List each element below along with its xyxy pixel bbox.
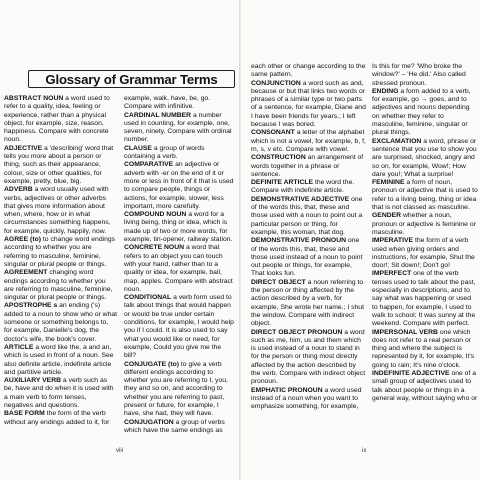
glossary-entry (4, 236, 117, 269)
glossary-entry (251, 237, 366, 278)
glossary-definition: a group of words containing a verb. (124, 144, 205, 161)
glossary-entry (4, 269, 117, 302)
glossary-term: ARTICLE (4, 343, 34, 351)
glossary-term: ABSTRACT NOUN (4, 95, 64, 102)
glossary-definition: a verb such as be, have and do when it is used with a main verb to form tenses, negatives and questions. (4, 377, 114, 409)
glossary-definition: one of a small group of adjectives used to talk about people or things in a general way, without saying who or (372, 369, 478, 402)
glossary-entry (251, 129, 366, 154)
glossary-term: CONSTRUCTION (251, 154, 306, 162)
glossary-column-4 (372, 63, 478, 403)
glossary-entry (124, 361, 235, 419)
glossary-entry (372, 329, 478, 370)
right-page (241, 0, 480, 480)
glossary-term: CONCRETE NOUN (124, 244, 185, 252)
glossary-definition: a group of verbs which have the same endings as (124, 418, 225, 434)
glossary-term: DIRECT OBJECT (251, 278, 306, 286)
glossary-term: CONSONANT (251, 129, 295, 137)
glossary-entry (372, 237, 478, 270)
glossary-term: DEMONSTRATIVE PRONOUN (251, 237, 347, 245)
glossary-definition: changing word endings according to whether you are referring to masculine, feminine, singular or plural people or things. (4, 269, 113, 302)
glossary-definition: a word used instead of a noun when you want to emphasize something, for example, (251, 386, 362, 411)
glossary-term: INDEFINITE ADJECTIVE (372, 369, 450, 377)
glossary-definition: a word, phrase or sentence that you use to show you are surprised, shocked, angry and so on, for example, Wow!; How dare you!; What a surprise! (372, 137, 477, 178)
glossary-entry (251, 279, 366, 329)
glossary-definition: Is this for me? 'Who broke the window?' – 'He did.' Also called stressed pronoun. (372, 63, 466, 87)
glossary-entry (4, 410, 117, 427)
glossary-definition: one of the words this, that, these and those used instead of a noun to point out people or things, for example, That looks fun. (251, 237, 363, 278)
glossary-term: EXCLAMATION (372, 137, 422, 145)
glossary-definition: whether a noun, pronoun or adjective is feminine or masculine. (372, 212, 476, 236)
glossary-entry (124, 95, 235, 112)
glossary-definition: a 'describing' word that tells you more about a person or thing, such as their appearance, colour, size or other qualities, for example, pretty, blue, big. (4, 144, 114, 185)
glossary-entry (372, 270, 478, 328)
glossary-definition: each other or change according to the same pattern. (251, 63, 366, 79)
folio-left: viii (116, 448, 123, 454)
glossary-definition: a word for a living being, thing or idea, which is made up of two or more words, for example, tin-opener, railway station. (124, 211, 233, 244)
glossary-entry (372, 179, 478, 212)
glossary-term: DEFINITE ARTICLE (251, 179, 314, 187)
glossary-entry (251, 154, 366, 179)
glossary-column-3 (251, 63, 366, 411)
glossary-term: IMPERSONAL VERB (372, 328, 438, 336)
glossary-term: APOSTROPHE s (4, 302, 58, 310)
glossary-term: ENDING (372, 87, 399, 95)
glossary-term: AUXILIARY VERB (4, 377, 62, 385)
glossary-entry (124, 161, 235, 211)
glossary-definition: one which does not refer to a real person or thing and where the subject is represented by it, for example, It's going to rain; It's nine o'clock. (372, 328, 475, 369)
glossary-entry (372, 88, 478, 138)
glossary-entry (251, 329, 366, 387)
glossary-entry (251, 387, 366, 412)
glossary-definition: a number used in counting, for example, one, seven, ninety. Compare with ordinal number. (124, 111, 232, 144)
glossary-term: CARDINAL NUMBER (124, 111, 192, 119)
glossary-entry (124, 145, 235, 162)
glossary-term: CONJUGATION (124, 418, 174, 426)
glossary-definition: a verb form used to talk about things that would happen or would be true under certain conditions, for example, I would help you if I could. It is also used to say what you would like or need, for example, Could you give me the bill? (124, 294, 234, 360)
glossary-definition: an adjective or adverb with -er on the end of it or more or less in front of it that is used to compare people, things or actions, for example, slower, less important, more carefully. (124, 161, 234, 210)
glossary-entry (372, 138, 478, 179)
glossary-term: COMPARATIVE (124, 161, 174, 169)
glossary-definition: a form of noun, pronoun or adjective that is used to refer to a living being, thing or idea that is not classed as masculine. (372, 179, 478, 212)
glossary-entry (251, 196, 366, 237)
glossary-definition: the word the. Compare with indefinite article. (251, 179, 355, 195)
glossary-entry (4, 186, 117, 236)
glossary-entry (124, 112, 235, 145)
glossary-entry (251, 80, 366, 130)
glossary-definition: a word like the, a and an, which is used in front of a noun. See also definite article, indefinite article and partitive article. (4, 343, 114, 376)
glossary-definition: a word used to refer to a quality, idea, feeling or experience, rather than a physical object, for example, size, reason, happiness. Compare with concrete noun. (4, 95, 110, 144)
left-page (0, 0, 239, 480)
glossary-definition: example, walk, have, be, go. Compare with infinitive. (124, 95, 211, 111)
glossary-entry (4, 145, 117, 186)
glossary-entry (124, 244, 235, 294)
glossary-definition: a word that refers to an object you can touch with your hand, rather than to a quality or idea, for example, ball, map, apples. Compare with abstract noun. (124, 244, 233, 293)
glossary-entry (4, 377, 117, 410)
glossary-term: COMPOUND NOUN (124, 211, 187, 219)
glossary-term: AGREEMENT (4, 269, 48, 277)
glossary-definition: one of the verb tenses used to talk about the past, especially in descriptions, and to say what was happening or used to happen, for example, I used to walk to school; It was sunny at the weekend. Compare with perfect. (372, 270, 476, 328)
glossary-definition: a form added to a verb, for example, go → goes, and to adjectives and nouns depending on whether they refer to masculine, feminine, singular or plural things. (372, 87, 471, 137)
glossary-entry (124, 211, 235, 244)
glossary-definition: a noun referring to the person or thing affected by the action described by a verb, for example, She wrote her name.; I shut the window. Compare with indirect object. (251, 278, 364, 328)
glossary-definition: an arrangement of words together in a phrase or sentence. (251, 154, 364, 178)
folio-right: ix (362, 448, 367, 454)
glossary-definition: to give a verb different endings according to whether you are referring to I, you, they and so on, and according to whether you are referring to past, present or future, for example, I have, she had, they will have. (124, 360, 228, 418)
glossary-term: BASE FORM (4, 410, 45, 418)
glossary-term: FEMININE (372, 179, 405, 187)
glossary-term: GENDER (372, 212, 402, 220)
glossary-definition: an ending ('s) added to a noun to show who or what someone or something belongs to, for example, Danielle's dog, the doctor's wife, the book's cover. (4, 302, 117, 343)
glossary-column-2 (124, 95, 235, 435)
page-title: Glossary of Grammar Terms (45, 71, 218, 87)
glossary-term: ADVERB (4, 186, 33, 194)
glossary-entry (4, 344, 117, 377)
glossary-term: EMPHATIC PRONOUN (251, 386, 323, 394)
glossary-definition: a letter of the alphabet which is not a vowel, for example, b, f, m, s, v etc. Compare with vowel. (251, 129, 366, 153)
glossary-term: CONDITIONAL (124, 294, 172, 302)
glossary-entry (4, 95, 117, 145)
glossary-term: DEMONSTRATIVE ADJECTIVE (251, 195, 350, 203)
glossary-definition: a word such as and, because or but that links two words or phrases of a similar type or two parts of a sentence, for example, Diane and I have been friends for years.; I left because I was bored. (251, 79, 366, 129)
glossary-definition: one of the words this, that, these and those used with a noun to point out a particular person or thing, for example, this woman, that dog. (251, 195, 363, 236)
glossary-term: CONJUGATE (to) (124, 360, 179, 368)
glossary-entry (372, 370, 478, 403)
glossary-entry (124, 419, 235, 436)
glossary-definition: the form of the verb without any endings added to it, for (4, 410, 110, 426)
glossary-entry (4, 302, 117, 343)
glossary-term: DIRECT OBJECT PRONOUN (251, 328, 343, 336)
glossary-term: CONJUNCTION (251, 79, 301, 87)
glossary-entry (372, 212, 478, 237)
glossary-entry (372, 63, 478, 88)
glossary-entry (251, 179, 366, 196)
glossary-column-1 (4, 95, 117, 427)
glossary-term: ADJECTIVE (4, 144, 43, 152)
glossary-entry (251, 63, 366, 80)
glossary-definition: a word usually used with verbs, adjectives or other adverbs that gives more information about when, where, how or in what circumstances something happens, for example, quickly, happily, now. (4, 186, 111, 235)
glossary-definition: to change word endings according to whether you are referring to masculine, feminine, singular or plural people or things. (4, 236, 116, 268)
glossary-definition: a word such as me, him, us and them which is used instead of a noun to stand in for the person or thing most directly affected by the action described by the verb. Compare with indirect object pronoun. (251, 328, 366, 386)
glossary-definition: the form of a verb used when giving orders and instructions, for example, Shut the door!; Sit down!; Don't go! (372, 237, 475, 270)
glossary-entry (124, 294, 235, 360)
title-box (28, 70, 235, 88)
glossary-term: AGREE (to) (4, 236, 42, 244)
glossary-term: IMPERATIVE (372, 237, 414, 245)
glossary-term: CLAUSE (124, 144, 152, 152)
glossary-term: IMPERFECT (372, 270, 412, 278)
